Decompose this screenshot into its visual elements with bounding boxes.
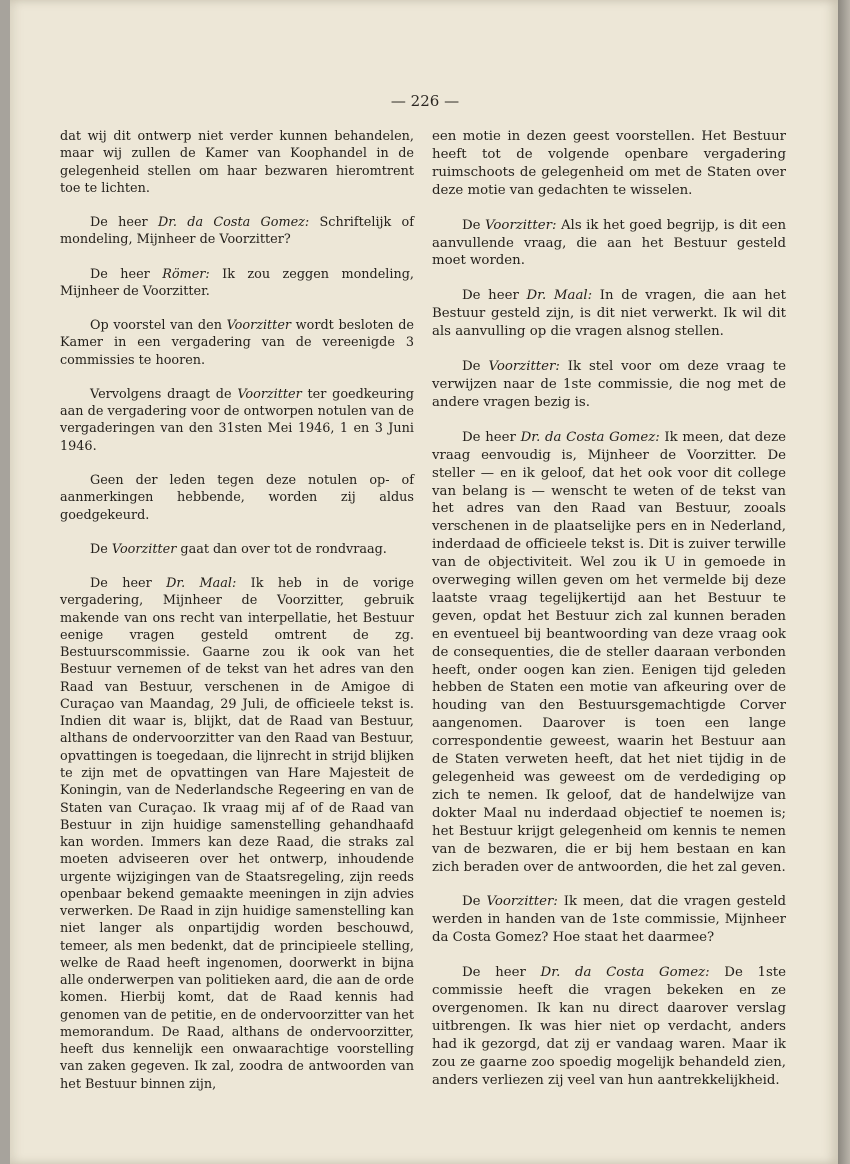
paragraph: Op voorstel van den Voorzitter wordt besloten de Kamer in een vergadering van de vereenigde 3 commissies te hooren.	[60, 318, 414, 368]
speaker-name: Dr. da Costa Gomez:	[540, 965, 710, 981]
paragraph: De heer Dr. da Costa Gomez: Schriftelijk of mondeling, Mijnheer de Voorzitter?	[60, 215, 414, 248]
speaker-name: Voorzitter:	[486, 894, 558, 910]
speaker-name: Voorzitter	[111, 541, 177, 557]
speaker-name: Dr. Maal:	[166, 576, 237, 592]
paragraph: De Voorzitter gaat dan over tot de rondvraag.	[90, 541, 387, 557]
speaker-name: Voorzitter:	[488, 359, 560, 375]
left-column	[60, 128, 414, 1110]
paragraph: een motie in dezen geest voorstellen. Het Bestuur heeft tot de volgende openbare vergadering ruimschoots de gelegenheid om met de Staten over deze motie van gedachten te wisselen.	[432, 129, 786, 198]
paragraph: De heer Dr. Maal: In de vragen, die aan het Bestuur gesteld zijn, is dit niet verwerkt. Ik wil dit als aanvulling op die vragen alsnog stellen.	[432, 288, 786, 340]
paragraph: De Voorzitter: Ik stel voor om deze vraag te verwijzen naar de 1ste commissie, die nog met de andere vragen bezig is.	[432, 359, 786, 410]
right-column	[432, 128, 786, 1107]
paragraph: Vervolgens draagt de Voorzitter ter goedkeuring aan de vergadering voor de ontworpen notulen van de vergaderingen van den 31sten Mei 1946, 1 en 3 Juni 1946.	[60, 386, 414, 454]
speaker-name: Voorzitter	[226, 318, 292, 334]
paragraph: dat wij dit ontwerp niet verder kunnen behandelen, maar wij zullen de Kamer van Koophandel in de gelegenheid stellen om haar bezwaren hieromtrent toe te lichten.	[60, 129, 414, 196]
paragraph: De heer Römer: Ik zou zeggen mondeling, Mijnheer de Voorzitter.	[60, 266, 414, 299]
paragraph: De Voorzitter: Ik meen, dat die vragen gesteld werden in handen van de 1ste commissie, Mijnheer da Costa Gomez? Hoe staat het daarmee?	[432, 894, 786, 946]
speaker-name: Dr. Maal:	[526, 288, 593, 304]
speaker-name: Voorzitter	[237, 386, 302, 402]
speaker-name: Dr. da Costa Gomez:	[520, 429, 660, 445]
paragraph: De heer Dr. Maal: Ik heb in de vorige vergadering, Mijnheer de Voorzitter, gebruik makende van ons recht van interpellatie, het Bestuur eenige vragen gesteld omtrent de zg. Bestuurscommissie. Gaarne zou ik ook van het Bestuur vernemen of de tekst van het adres van den Raad van Bestuur, verschenen in de Amigoe di Curaçao van Maandag, 29 Juli, de officieele tekst is. Indien dit waar is, blijkt, dat de Raad van Bestuur, althans de ondervoorzitter van den Raad van Bestuur, opvattingen is toegedaan, die lijnrecht in strijd blijken te zijn met de opvattingen van Hare Majesteit de Koningin, van de Nederlandsche Regeering en van de Staten van Curaçao. Ik vraag mij af of de Raad van Bestuur in zijn huidige samenstelling gehandhaafd kan worden. Immers kan deze Raad, die straks zal moeten adviseeren over het ontwerp, inhoudende urgente wijzigingen van de Staatsregeling, zijn reeds openbaar bekend gemaakte meeningen in zijn advies verwerken. De Raad in zijn huidige samenstelling kan niet langer als onpartijdig worden beschouwd, temeer, als men bedenkt, dat de principieele stelling, welke de Raad heeft ingenomen, doorwerkt in bijna alle onderwerpen van politieken aard, die aan de orde komen. Hierbij komt, dat de Raad kennis had genomen van de petitie, en de ondervoorzitter van het memorandum. De Raad, althans de ondervoorzitter, heeft dus kennelijk een onwaarachtige voorstelling van zaken gegeven. Ik zal, zoodra de antwoorden van het Bestuur binnen zijn,	[60, 576, 414, 1092]
paragraph: De Voorzitter: Als ik het goed begrijp, is dit een aanvullende vraag, die aan het Bestuur gesteld moet worden.	[432, 217, 787, 269]
page-number: — 226 —	[390, 92, 460, 110]
speaker-name: Voorzitter:	[485, 217, 557, 233]
paragraph: De heer Dr. da Costa Gomez: De 1ste commissie heeft die vragen bekeken en ze overgenomen. Ik kan nu direct daarover verslag uitbrengen. Ik was hier niet op verdacht, anders had ik gezorgd, dat zij er vandaag waren. Maar ik zou ze gaarne zoo spoedig mogelijk behandeld zien, anders verliezen zij veel van hun aantrekkelijkheid.	[432, 965, 786, 1088]
paragraph: Geen der leden tegen deze notulen op- of aanmerkingen hebbende, worden zij aldus goedgekeurd.	[60, 472, 414, 523]
paragraph: De heer Dr. da Costa Gomez: Ik meen, dat deze vraag eenvoudig is, Mijnheer de Voorzitter. De steller — en ik geloof, dat het ook voor dit college van belang is — wenscht te weten of de tekst van het adres van den Raad van Bestuur, zooals verschenen in de plaatselijke pers en in Nederland, inderdaad de officieele tekst is. Dit is zuiver terwille van de objectiviteit. Wel zou ik U in gemoede in overweging willen geven om het vermelde bij deze laatste vraag tegelijkertijd aan het Bestuur te geven, opdat het Bestuur zich zal kunnen beraden en eventueel bij beantwoording van deze vraag ook de consequenties, die de steller daaraan verbonden heeft, onder oogen kan zien. Eenigen tijd geleden hebben de Staten een motie van afkeuring over de houding van den Bestuursgemachtigde Corver aangenomen. Daarover is toen een lange correspondentie geweest, waarin het Bestuur aan de Staten verweten heeft, dat het niet tijdig in de gelegenheid was geweest om de verdediging op zich te nemen. Ik geloof, dat de handelwijze van dokter Maal nu inderdaad objectief te noemen is; het Bestuur krijgt gelegenheid om kennis te nemen van de bezwaren, die er bij hem bestaan en kan zich beraden over de antwoorden, die het zal geven.	[432, 429, 786, 875]
speaker-name: Dr. da Costa Gomez:	[157, 215, 310, 231]
page-edge-shadow	[838, 0, 850, 1164]
speaker-name: Römer:	[162, 266, 210, 282]
